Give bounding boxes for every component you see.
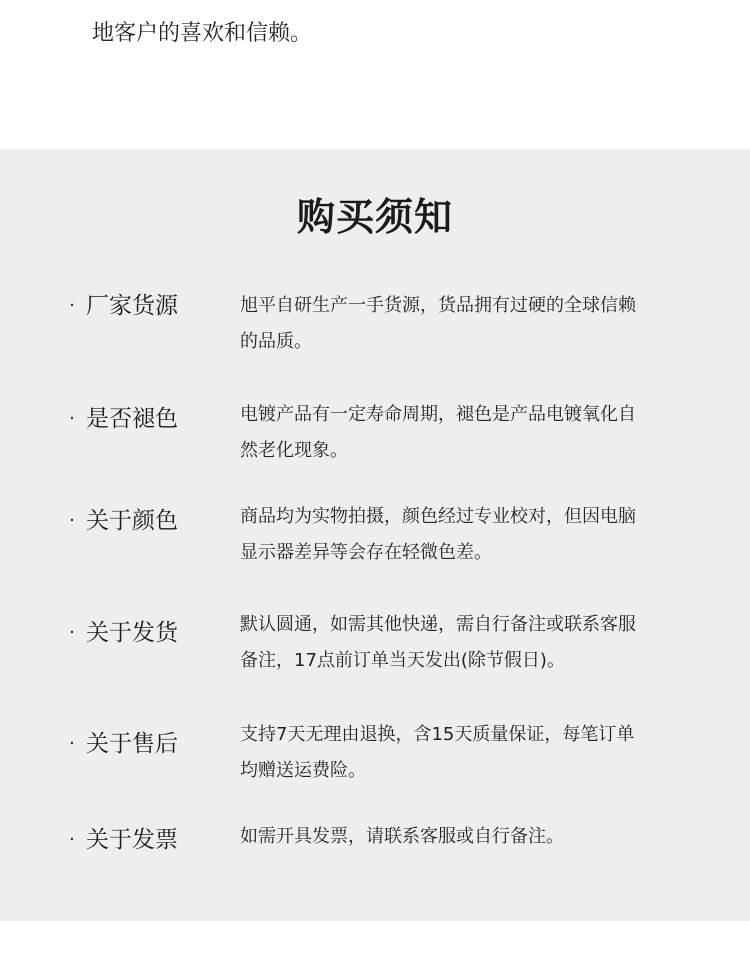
intro-text: 地客户的喜欢和信赖。 <box>92 21 313 46</box>
bullet-marker: · <box>69 408 75 429</box>
notice-item-label: 关于发票 <box>86 827 178 853</box>
intro-section <box>0 0 750 149</box>
bullet-marker: · <box>69 829 75 850</box>
purchase-notice-section <box>0 149 750 921</box>
notice-item-label: 是否褪色 <box>86 406 178 432</box>
notice-item-description: 默认圆通，如需其他快递，需自行备注或联系客服备注，17点前订单当天发出(除节假日)。 <box>240 614 636 671</box>
bottom-spacer <box>0 921 750 959</box>
notice-item-label: 关于售后 <box>86 731 178 757</box>
notice-item-label: 厂家货源 <box>86 293 178 319</box>
notice-title: 购买须知 <box>296 195 453 239</box>
notice-item-description: 商品均为实物拍摄，颜色经过专业校对，但因电脑显示器差异等会存在轻微色差。 <box>240 506 636 563</box>
notice-item-label: 关于发货 <box>86 620 178 646</box>
notice-item-description: 支持7天无理由退换，含15天质量保证，每笔订单均赠送运费险。 <box>240 724 635 781</box>
notice-item-description: 旭平自研生产一手货源，货品拥有过硬的全球信赖的品质。 <box>240 295 636 352</box>
bullet-marker: · <box>69 510 75 531</box>
notice-item-description: 如需开具发票，请联系客服或自行备注。 <box>240 826 564 847</box>
bullet-marker: · <box>69 622 75 643</box>
notice-item-label: 关于颜色 <box>86 508 178 534</box>
bullet-marker: · <box>69 733 75 754</box>
bullet-marker: · <box>69 295 75 316</box>
notice-item-description: 电镀产品有一定寿命周期，褪色是产品电镀氧化自然老化现象。 <box>240 404 636 461</box>
